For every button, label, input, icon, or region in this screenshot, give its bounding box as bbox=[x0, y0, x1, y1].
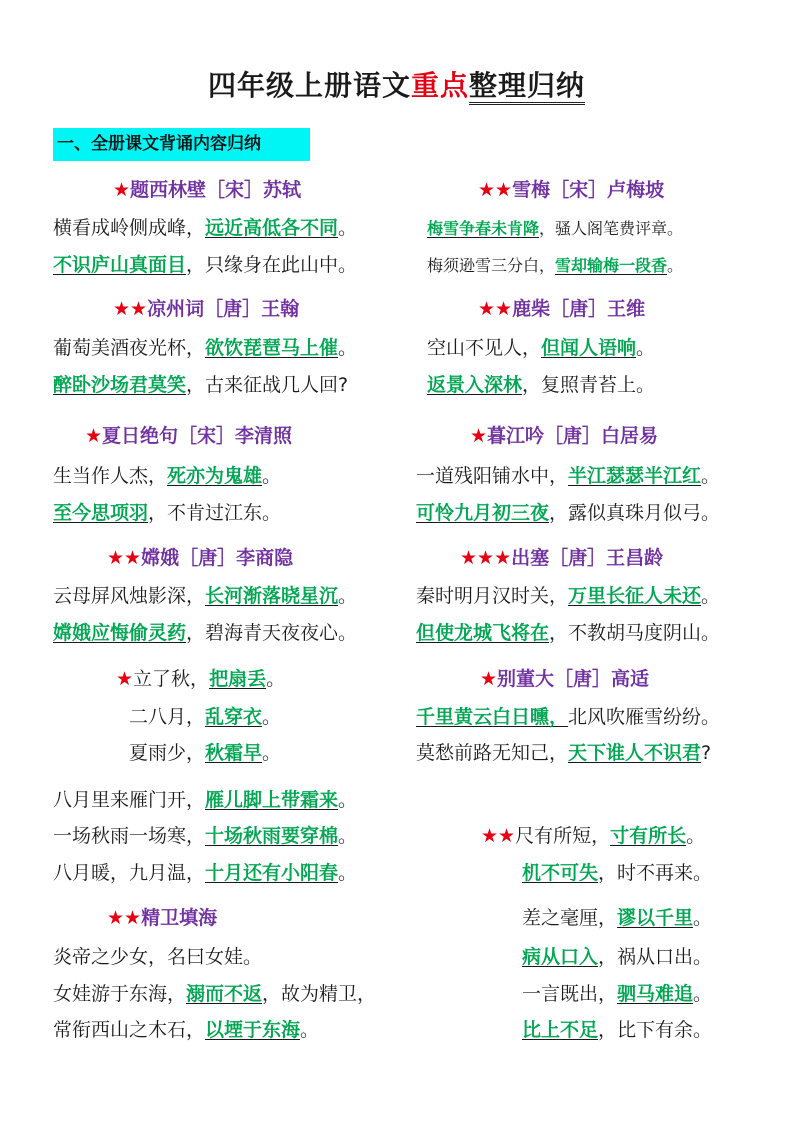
star-icon: ★ bbox=[480, 668, 498, 690]
text-line bbox=[416, 621, 720, 645]
plain-text: 莫愁前路无知己， bbox=[416, 742, 569, 764]
text-line bbox=[129, 741, 281, 765]
text-line bbox=[53, 1018, 319, 1042]
plain-text: ，不肯过江东。 bbox=[148, 502, 282, 524]
highlighted-phrase: 可怜九月初三夜 bbox=[416, 502, 550, 524]
plain-text: 夏雨少， bbox=[129, 742, 206, 764]
poem-title: 别董大［唐］高适 bbox=[497, 668, 650, 690]
text-line bbox=[522, 945, 712, 969]
poem-title: 出塞［唐］王昌龄 bbox=[511, 547, 664, 569]
plain-text: 。 bbox=[300, 1019, 320, 1041]
poem-title: 嫦娥［唐］李商隐 bbox=[141, 547, 294, 569]
plain-text: 八月暖，九月温， bbox=[53, 862, 206, 884]
text-line bbox=[53, 861, 357, 885]
highlighted-phrase: 但使龙城飞将在 bbox=[416, 622, 550, 644]
poem-title: 鹿柴［唐］王维 bbox=[512, 298, 646, 320]
text-line bbox=[129, 705, 281, 729]
poem-heading bbox=[113, 178, 301, 202]
plain-text: ? bbox=[701, 742, 712, 764]
plain-text: 空山不见人， bbox=[427, 337, 542, 359]
text-line bbox=[416, 501, 720, 525]
plain-text: 一道残阳铺水中， bbox=[416, 465, 569, 487]
poem-title: 题西林壁［宋］苏轼 bbox=[130, 179, 302, 201]
highlighted-phrase: 雪却输梅一段香 bbox=[555, 256, 668, 275]
highlighted-phrase: 但闻人语响 bbox=[541, 337, 637, 359]
plain-text: 女娃游于东海， bbox=[53, 983, 187, 1005]
plain-text: 。 bbox=[667, 256, 684, 275]
title-part-1: 四年级上册语文 bbox=[207, 69, 411, 102]
highlighted-phrase: 以堙于东海 bbox=[205, 1019, 301, 1041]
plain-text: 立了秋， bbox=[133, 668, 210, 690]
highlighted-phrase: 千里黄云白日曛， bbox=[416, 706, 569, 728]
star-icon: ★★ bbox=[107, 907, 142, 929]
text-line bbox=[427, 217, 683, 241]
text-line bbox=[53, 253, 357, 277]
plain-text: ，骚人阁笔费评章。 bbox=[539, 219, 684, 238]
highlighted-phrase: 长河渐落晓星沉 bbox=[205, 585, 339, 607]
star-icon: ★ bbox=[116, 668, 134, 690]
title-part-2: 重点 bbox=[410, 69, 469, 102]
text-line bbox=[53, 336, 357, 360]
poem-heading bbox=[113, 297, 299, 321]
star-icon: ★ bbox=[85, 425, 103, 447]
plain-text: 。 bbox=[338, 789, 358, 811]
highlighted-phrase: 至今思项羽 bbox=[53, 502, 149, 524]
plain-text: ，复照青苔上。 bbox=[522, 374, 656, 396]
highlighted-phrase: 机不可失 bbox=[522, 862, 599, 884]
highlighted-phrase: 梅雪争春未肯降 bbox=[427, 219, 540, 238]
plain-text: ，不教胡马度阴山。 bbox=[549, 622, 721, 644]
section-heading: 一、全册课文背诵内容归纳 bbox=[53, 128, 310, 161]
plain-text: 八月里来雁门开， bbox=[53, 789, 206, 811]
plain-text: ，故为精卫， bbox=[262, 983, 377, 1005]
plain-text: 。 bbox=[262, 742, 282, 764]
plain-text: 生当作人杰， bbox=[53, 465, 168, 487]
highlighted-phrase: 病从口入 bbox=[522, 946, 599, 968]
poem-heading bbox=[470, 424, 658, 448]
highlighted-phrase: 返景入深林 bbox=[427, 374, 523, 396]
star-icon: ★★ bbox=[107, 547, 142, 569]
poem-title: 凉州词［唐］王翰 bbox=[147, 298, 300, 320]
plain-text: 二八月， bbox=[129, 706, 206, 728]
poem-title: 精卫填海 bbox=[141, 907, 218, 929]
highlighted-phrase: 比上不足 bbox=[522, 1019, 599, 1041]
star-icon: ★★ bbox=[478, 298, 513, 320]
plain-text: 。 bbox=[693, 907, 713, 929]
text-line bbox=[53, 945, 262, 969]
plain-text: 梅须逊雪三分白， bbox=[427, 256, 556, 275]
plain-text: 。 bbox=[686, 825, 706, 847]
highlighted-phrase: 谬以千里 bbox=[617, 907, 694, 929]
text-line bbox=[522, 1018, 712, 1042]
plain-text: 差之毫厘， bbox=[522, 907, 618, 929]
star-icon: ★ bbox=[113, 179, 131, 201]
text-line bbox=[53, 584, 357, 608]
text-line bbox=[53, 824, 357, 848]
text-line bbox=[427, 336, 655, 360]
plain-text: 横看成岭侧成峰， bbox=[53, 217, 206, 239]
plain-text: 。 bbox=[262, 465, 282, 487]
title-part-3: 整理归纳 bbox=[469, 69, 585, 105]
highlighted-phrase: 十月还有小阳春 bbox=[205, 862, 339, 884]
highlighted-phrase: 天下谁人不识君 bbox=[568, 742, 702, 764]
plain-text: ，只缘身在此山中。 bbox=[186, 254, 358, 276]
plain-text: 葡萄美酒夜光杯， bbox=[53, 337, 206, 359]
poem-heading bbox=[107, 546, 293, 570]
plain-text: 。 bbox=[262, 706, 282, 728]
text-line bbox=[53, 216, 357, 240]
text-line bbox=[53, 788, 357, 812]
highlighted-phrase: 乱穿衣 bbox=[205, 706, 263, 728]
poem-heading bbox=[478, 297, 645, 321]
highlighted-phrase: 远近高低各不同 bbox=[205, 217, 339, 239]
star-icon: ★★ bbox=[113, 298, 148, 320]
plain-text: 。 bbox=[338, 862, 358, 884]
text-line bbox=[427, 373, 655, 397]
highlighted-phrase: 驷马难追 bbox=[617, 983, 694, 1005]
highlighted-phrase: 十场秋雨要穿棉 bbox=[205, 825, 339, 847]
plain-text: ，时不再来。 bbox=[598, 862, 713, 884]
highlighted-phrase: 欲饮琵琶马上催 bbox=[205, 337, 339, 359]
text-line bbox=[522, 861, 712, 885]
plain-text: 炎帝之少女，名曰女娃。 bbox=[53, 946, 263, 968]
plain-text: ，古来征战几人回? bbox=[186, 374, 349, 396]
poem-heading bbox=[85, 424, 292, 448]
plain-text: 常衔西山之木石， bbox=[53, 1019, 206, 1041]
text-line bbox=[416, 464, 720, 488]
plain-text: 。 bbox=[338, 585, 358, 607]
highlighted-phrase: 把扇丢 bbox=[209, 668, 267, 690]
star-icon: ★ bbox=[470, 425, 488, 447]
plain-text: 。 bbox=[338, 217, 358, 239]
plain-text: ，碧海青天夜夜心。 bbox=[186, 622, 358, 644]
highlighted-phrase: 雁儿脚上带霜来 bbox=[205, 789, 339, 811]
plain-text: 。 bbox=[701, 585, 721, 607]
text-line bbox=[481, 824, 705, 848]
star-icon: ★★ bbox=[478, 179, 513, 201]
plain-text: 尺有所短， bbox=[515, 825, 611, 847]
plain-text: 云母屏风烛影深， bbox=[53, 585, 206, 607]
text-line bbox=[53, 373, 348, 397]
text-line bbox=[416, 741, 711, 765]
plain-text: 北风吹雁雪纷纷。 bbox=[568, 706, 721, 728]
plain-text: ，比下有余。 bbox=[598, 1019, 713, 1041]
plain-text: 。 bbox=[338, 337, 358, 359]
text-line bbox=[53, 501, 281, 525]
star-icon: ★★ bbox=[481, 825, 516, 847]
plain-text: 。 bbox=[701, 465, 721, 487]
text-line bbox=[416, 705, 720, 729]
text-line bbox=[53, 464, 281, 488]
highlighted-phrase: 不识庐山真面目 bbox=[53, 254, 187, 276]
poem-title: 暮江吟［唐］白居易 bbox=[487, 425, 659, 447]
highlighted-phrase: 半江瑟瑟半江红 bbox=[568, 465, 702, 487]
plain-text: 。 bbox=[338, 825, 358, 847]
poem-heading bbox=[478, 178, 664, 202]
highlighted-phrase: 秋霜早 bbox=[205, 742, 263, 764]
highlighted-phrase: 嫦娥应悔偷灵药 bbox=[53, 622, 187, 644]
highlighted-phrase: 醉卧沙场君莫笑 bbox=[53, 374, 187, 396]
poem-title: 雪梅［宋］卢梅坡 bbox=[512, 179, 665, 201]
highlighted-phrase: 万里长征人未还 bbox=[568, 585, 702, 607]
poem-heading bbox=[460, 546, 663, 570]
text-line bbox=[116, 667, 285, 691]
text-line bbox=[522, 906, 712, 930]
highlighted-phrase: 溺而不返 bbox=[186, 983, 263, 1005]
plain-text: 。 bbox=[636, 337, 656, 359]
plain-text: 一场秋雨一场寒， bbox=[53, 825, 206, 847]
plain-text: ，祸从口出。 bbox=[598, 946, 713, 968]
plain-text: 一言既出， bbox=[522, 983, 618, 1005]
plain-text: ，露似真珠月似弓。 bbox=[549, 502, 721, 524]
plain-text: 。 bbox=[266, 668, 286, 690]
highlighted-phrase: 死亦为鬼雄 bbox=[167, 465, 263, 487]
text-line bbox=[522, 982, 712, 1006]
text-line bbox=[416, 584, 720, 608]
star-icon: ★★★ bbox=[460, 547, 512, 569]
text-line bbox=[427, 254, 683, 278]
plain-text: 。 bbox=[693, 983, 713, 1005]
text-line bbox=[53, 982, 376, 1006]
poem-heading bbox=[480, 667, 649, 691]
plain-text: 秦时明月汉时关， bbox=[416, 585, 569, 607]
highlighted-phrase: 寸有所长 bbox=[610, 825, 687, 847]
poem-title: 夏日绝句［宋］李清照 bbox=[102, 425, 293, 447]
poem-heading bbox=[107, 906, 217, 930]
page-title bbox=[0, 66, 793, 106]
text-line bbox=[53, 621, 357, 645]
